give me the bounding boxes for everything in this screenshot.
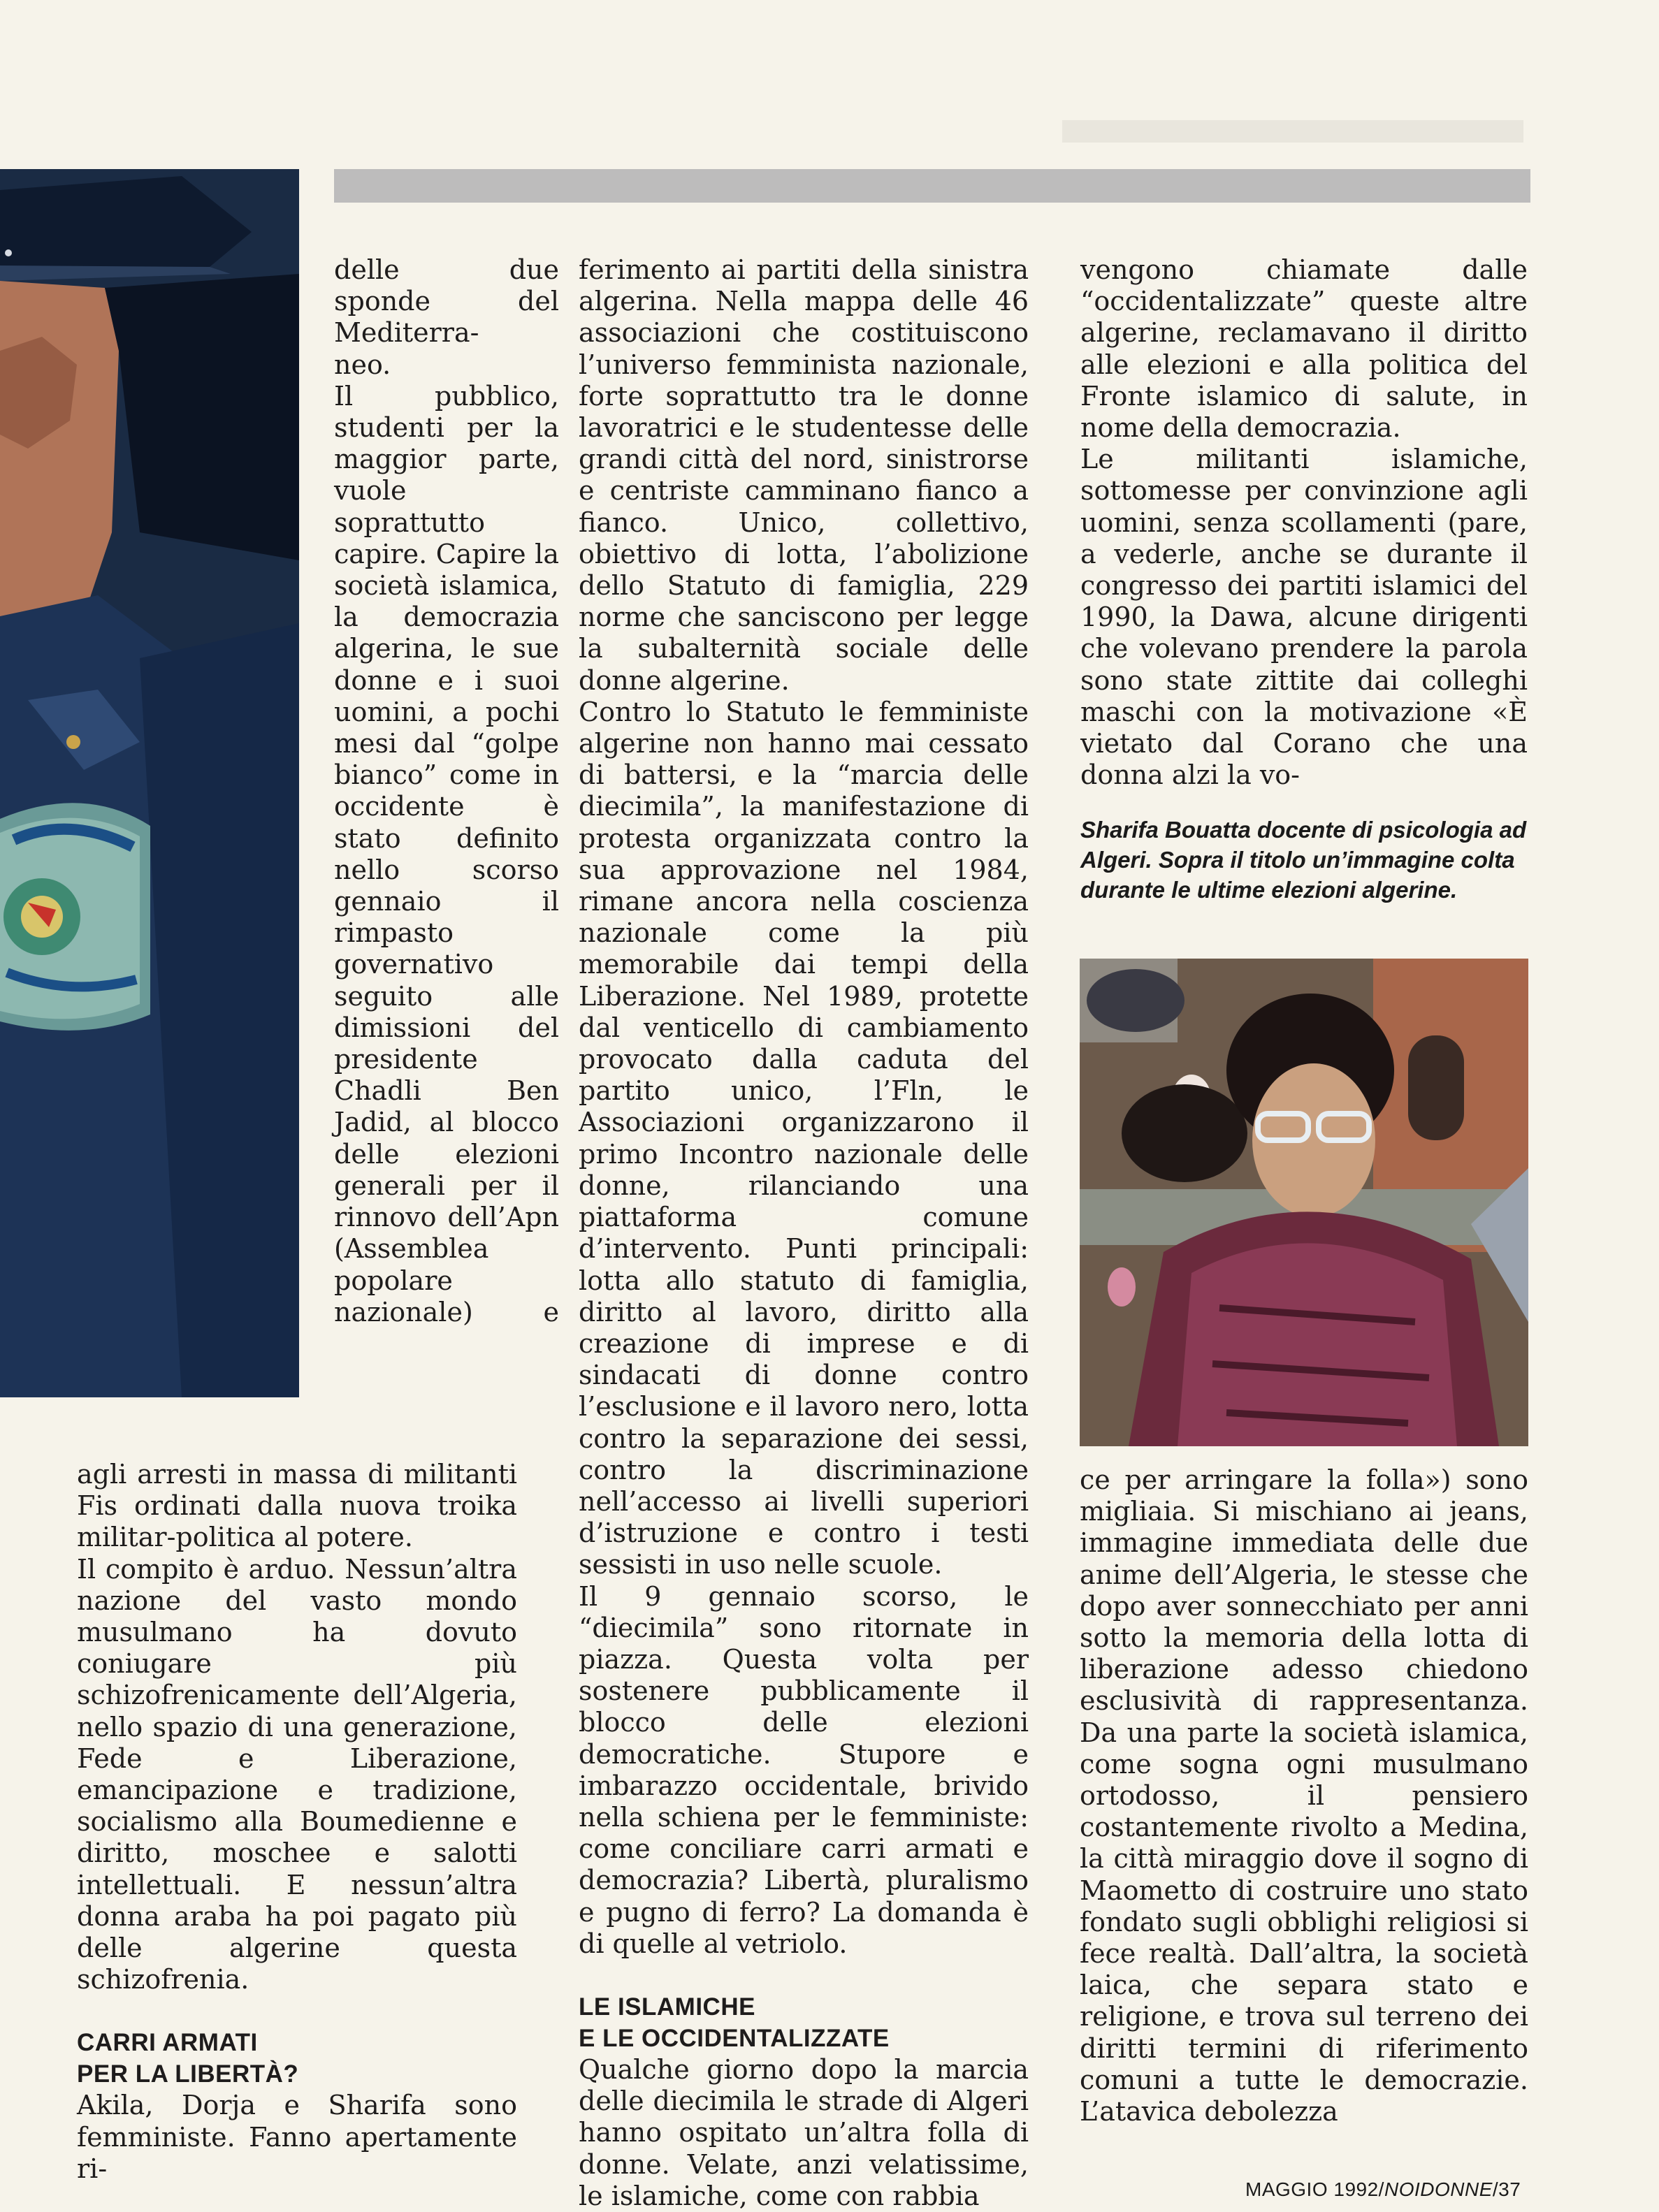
- col1-para-start: delle due sponde del Mediterra-: [334, 254, 559, 349]
- heading-carri-armati-line1: CARRI ARMATI: [77, 2029, 258, 2057]
- folio-page-number: /37: [1492, 2178, 1521, 2200]
- col2-para-qualche-giorno: Qualche giorno dopo la marcia delle diecimila le strade di Algeri hanno ospitato un’altra folla di donne. Velate, anzi velatissime, le islamiche, come con rabbia: [579, 2053, 1029, 2211]
- column-2-text: [579, 254, 1029, 2212]
- folio-magazine: NOIDONNE: [1384, 2178, 1493, 2200]
- column-1-narrow-text: [334, 254, 559, 1328]
- col1-para-public: Il pubblico, studenti per la maggior parte, vuole soprattutto capire. Capire la società islamica, la democrazia algerina, le sue donne e i suoi uomini, a pochi mesi dal “golpe bianco” come in occidente è stato definito nello scorso gennaio il rimpasto governativo seguito alle dimissioni del presidente Chadli Ben Jadid, al blocco delle elezioni generali per il rinnovo dell’Apn (Assemblea popolare nazionale) e: [334, 380, 559, 1327]
- faint-header-ghost: [1062, 120, 1523, 143]
- heading-carri-armati-line2: PER LA LIBERTÀ?: [77, 2060, 299, 2088]
- photo-policeman-uniform: [0, 169, 299, 1397]
- col1-para-akila: Akila, Dorja e Sharifa sono femministe. Fanno apertamente ri-: [77, 2090, 517, 2184]
- col3-para-arringare: ce per arringare la folla») sono migliaia. Si mischiano ai jeans, immagine immediata delle due anime dell’Algeria, le stesse che dopo aver sonnecchiato per anni sotto la memoria della lotta di liberazione adesso chiedono esclusività di rappresentanza. Da una parte la società islamica, come sogna ogni musulmano ortodosso, il pensiero costantemente rivolto a Medina, la città miraggio dove il sogno di Maometto di costruire uno stato fondato sugli obblighi religiosi si fece realtà. Dall’altra, la società laica, che separa stato e religione, e trova sul terreno dei diritti termini di riferimento comuni a tutte le democrazie. L’atavica debolezza: [1080, 1464, 1528, 2127]
- portrait-illustration: [1080, 959, 1528, 1446]
- column-3-top-text: [1080, 254, 1528, 791]
- policeman-illustration: [0, 169, 299, 1397]
- col2-para-riferimento: ferimento ai partiti della sinistra algerina. Nella mappa delle 46 associazioni che costituiscono l’universo femminista nazionale, forte soprattutto tra le donne lavoratrici e le studentesse delle grandi città del nord, sinistrorse e centriste camminano fianco a fianco. Unico, collettivo, obiettivo di lotta, l’abolizione dello Statuto di famiglia, 229 norme che sanciscono per legge la subalternità sociale delle donne algerine.: [579, 254, 1029, 696]
- col1-para-end-word: neo.: [334, 349, 391, 380]
- col1-para-compito: Il compito è arduo. Nessun’altra nazione del vasto mondo musulmano ha dovuto coniugare più schizofrenicamente dell’Algeria, nello spazio di una generazione, Fede e Liberazione, emancipazione e tradizione, socialismo alla Boumedienne e diritto, moschee e salotti intellettuali. E nessun’altra donna araba ha poi pagato più delle algerine questa schizofrenia.: [77, 1553, 517, 1995]
- column-1-wide-text: [77, 1459, 517, 2185]
- page-folio: [1245, 2178, 1521, 2201]
- header-rule-bar: [334, 169, 1530, 203]
- col2-para-9-gennaio: Il 9 gennaio scorso, le “diecimila” sono ritornate in piazza. Questa volta per sostenere pubblicamente il blocco delle elezioni democratiche. Stupore e imbarazzo occidentale, brivido nella schiena per le femministe: come conciliare carri armati e democrazia? Libertà, pluralismo e pugno di ferro? La domanda è di quelle al vetriolo.: [579, 1580, 1029, 1959]
- heading-islamiche-line1: LE ISLAMICHE: [579, 1993, 755, 2021]
- col2-para-statuto: Contro lo Statuto le femministe algerine non hanno mai cessato di battersi, e la “marcia delle diecimila”, la manifestazione di protesta organizzata contro la sua approvazione nel 1984, rimane ancora nella coscienza nazionale come la più memorabile dai tempi della Liberazione. Nel 1989, protette dal venticello di cambiamento provocato dalla caduta del partito unico, l’Fln, le Associazioni organizzarono il primo Incontro nazionale delle donne, rilanciando una piattaforma comune d’intervento. Punti principali: lotta allo statuto di famiglia, diritto al lavoro, diritto alla creazione di imprese e di sindacati di donne contro l’esclusione e il lavoro nero, lotta contro la separazione dei sessi, contro la discriminazione nell’accesso ai livelli superiori d’istruzione e contro i testi sessisti in uso nelle scuole.: [579, 696, 1029, 1580]
- photo-sharifa-bouatta: [1080, 959, 1528, 1446]
- photo-caption: Sharifa Bouatta docente di psicologia ad Algeri. Sopra il titolo un’immagine colta durante le ultime elezioni algerine.: [1080, 817, 1527, 903]
- col1-para-continuation: agli arresti in massa di militanti Fis ordinati dalla nuova troika militar-politica al potere.: [77, 1459, 517, 1553]
- col3-para-vengono: vengono chiamate dalle “occidentalizzate” queste altre algerine, reclamavano il diritto alle elezioni e alla politica del Fronte islamico di salute, in nome della democrazia.: [1080, 254, 1528, 444]
- col3-para-militanti: Le militanti islamiche, sottomesse per convinzione agli uomini, senza scollamenti (pare, a vederle, anche se durante il congresso dei partiti islamici del 1990, la Dawa, alcune dirigenti che volevano prendere la parola sono state zittite dai colleghi maschi con la motivazione «È vietato dal Corano che una donna alzi la vo-: [1080, 444, 1528, 791]
- heading-islamiche-line2: E LE OCCIDENTALIZZATE: [579, 2024, 890, 2052]
- folio-date: MAGGIO 1992/: [1245, 2178, 1384, 2200]
- column-3-bottom-text: [1080, 1464, 1528, 2127]
